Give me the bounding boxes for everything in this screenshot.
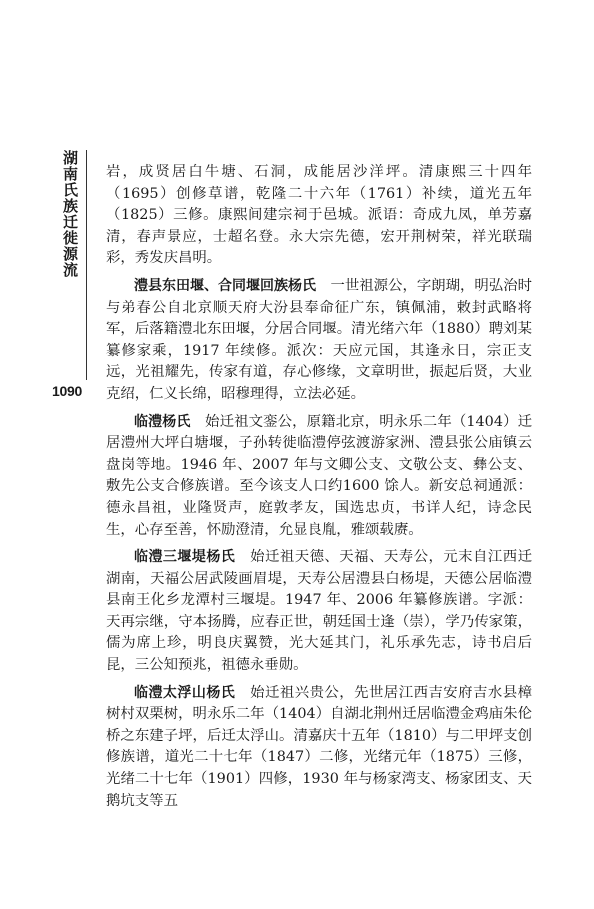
paragraph-sanyandi-yang: [106, 547, 532, 677]
paragraph-text: 始迁祖文銮公，原籍北京，明永乐二年（1404）迁居澧州大坪白塘堰，子孙转徙临澧停弦渡游家洲、澧县张公庙镇云盘岗等地。1946 年、2007 年与文卿公支、文敬公支、彝公支、敷先公支合修族谱。至今该支人口约1600 馀人。新安总祠通派：德永昌祖，业隆贤声，庭敦孝友，国选忠贞，书详人纪，诗念民生，心存至善，怀励澄清，允显良胤，雅颂载赓。: [106, 413, 533, 538]
paragraph-text: 始迁祖天德、天福、天寿公，元末自江西迁湖南，天福公居武陵画眉堤，天寿公居澧县白杨堤，天德公居临澧县南王化乡龙潭村三堰堤。1947 年、2006 年纂修族谱。字派：天再宗继，守本扬腾，应春正世，朝廷国士逢（崇），学乃传家策，儒为席上珍，明良庆翼赞，光大延其门，礼乐承先志，诗书启后昆，三公知预兆，祖德永垂勋。: [106, 549, 532, 674]
side-rule: [86, 150, 87, 380]
section-heading: 临澧三堰堤杨氏: [134, 549, 236, 566]
paragraph-text: 始迁祖兴贵公，先世居江西吉安府吉水县樟树村双栗树，明永乐二年（1404）自湖北荆州迁居临澧金鸡庙朱伦桥之东建子坪，后迁太浮山。清嘉庆十五年（1810）与二甲坪支创修族谱，道光二十七年（1847）二修，光绪元年（1875）三修，光绪二十七年（1901）四修，1930 年与杨家湾支、杨家团支、天鹅坑支等五: [106, 684, 532, 809]
page-number: 1090: [52, 383, 82, 399]
section-heading: 临澧杨氏: [134, 413, 191, 430]
paragraph-continued: [106, 162, 532, 270]
paragraph-linli-yang: [106, 412, 532, 542]
main-text: [106, 162, 532, 818]
section-heading: 临澧太浮山杨氏: [134, 684, 236, 701]
paragraph-text: 一世祖源公，字朗瑚，明弘治时与弟春公自北京顺天府大汾县奉命征广东，镇佩浦，敕封武略将军，后落籍澧北东田堰，分居合同堰。清光绪六年（1880）聘刘某纂修家乘，1917 年续修。派次：天应元国，其逢永日，宗正支远，光祖耀先，传家有道，存心修缘，文章明世，振起后贤，大业克绍，仁义长绵，昭穆理得，立法必延。: [106, 277, 532, 402]
paragraph-text: 岩，成贤居白牛塘、石洞，成能居沙洋坪。清康熙三十四年（1695）创修草谱，乾隆二十六年（1761）补续，道光五年（1825）三修。康熙间建宗祠于邑城。派语：奇成九凤，单芳嘉清，春声景应，士超名登。永大宗先德，宏开荆树荣，祥光联瑞彩，秀发庆昌明。: [106, 164, 532, 267]
paragraph-lixian-yang: [106, 276, 532, 406]
side-title: 湖南氏族迁徙源流: [61, 150, 79, 278]
paragraph-taifushan-yang: [106, 683, 532, 813]
section-heading: 澧县东田堰、合同堰回族杨氏: [134, 277, 317, 294]
